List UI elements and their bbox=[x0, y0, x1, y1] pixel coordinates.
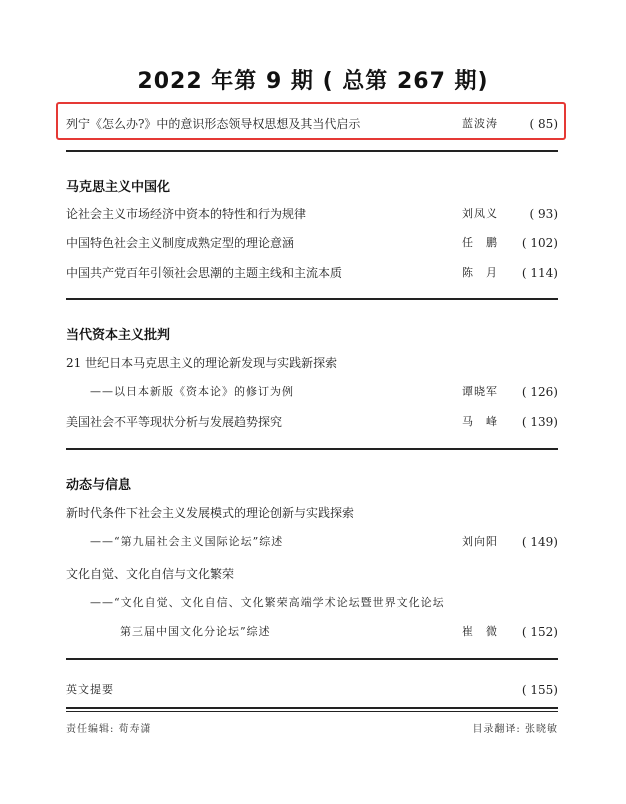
article-page: ( 126) bbox=[521, 385, 558, 399]
english-abstract-row[interactable] bbox=[66, 680, 558, 700]
article-title: 列宁《怎么办?》中的意识形态领导权思想及其当代启示 bbox=[66, 117, 361, 131]
article-subtitle-row[interactable] bbox=[66, 622, 558, 642]
translator-credit: 目录翻译: 张晓敏 bbox=[472, 724, 558, 735]
article-page: ( 139) bbox=[521, 415, 558, 429]
divider bbox=[66, 658, 558, 660]
article-subtitle: ——以日本新版《资本论》的修订为例 bbox=[90, 385, 294, 398]
footer-rule-thin bbox=[66, 711, 558, 712]
article-author: 崔 微 bbox=[462, 625, 498, 638]
article-title: 论社会主义市场经济中资本的特性和行为规律 bbox=[66, 207, 307, 221]
article-page: ( 93) bbox=[529, 207, 558, 221]
divider bbox=[66, 150, 558, 152]
article-row[interactable] bbox=[66, 353, 558, 373]
article-author: 蓝波涛 bbox=[462, 117, 498, 130]
english-abstract-page: ( 155) bbox=[521, 683, 558, 697]
article-author: 马 峰 bbox=[462, 415, 498, 428]
article-subtitle: ——“文化自觉、文化自信、文化繁荣高端学术论坛暨世界文化论坛 bbox=[90, 596, 445, 609]
article-title: 美国社会不平等现状分析与发展趋势探究 bbox=[66, 415, 283, 429]
article-subtitle: ——“第九届社会主义国际论坛”综述 bbox=[90, 535, 284, 548]
divider bbox=[66, 298, 558, 300]
article-title: 中国共产党百年引领社会思潮的主题主线和主流本质 bbox=[66, 266, 343, 280]
article-page: ( 102) bbox=[521, 236, 558, 250]
article-row[interactable] bbox=[66, 412, 558, 432]
english-abstract-label: 英文提要 bbox=[66, 683, 114, 696]
section-heading: 马克思主义中国化 bbox=[66, 180, 171, 195]
section-heading: 动态与信息 bbox=[66, 478, 132, 493]
section-heading: 当代资本主义批判 bbox=[66, 328, 171, 343]
article-page: ( 114) bbox=[521, 266, 558, 280]
article-row[interactable] bbox=[66, 503, 558, 523]
article-subtitle-cont: 第三届中国文化分论坛”综述 bbox=[120, 625, 271, 638]
article-author: 刘向阳 bbox=[462, 535, 498, 548]
issue-title: 2022 年第 9 期 ( 总第 267 期) bbox=[137, 69, 489, 94]
lead-article-row[interactable] bbox=[66, 114, 558, 134]
article-title: 中国特色社会主义制度成熟定型的理论意涵 bbox=[66, 236, 295, 250]
article-author: 谭晓军 bbox=[462, 385, 498, 398]
article-author: 任 鹏 bbox=[462, 236, 498, 249]
article-subtitle-row bbox=[66, 593, 558, 613]
article-row[interactable] bbox=[66, 263, 558, 283]
article-title: 21 世纪日本马克思主义的理论新发现与实践新探索 bbox=[66, 356, 338, 370]
article-page: ( 85) bbox=[529, 117, 558, 131]
article-subtitle-row[interactable] bbox=[66, 382, 558, 402]
article-page: ( 149) bbox=[521, 535, 558, 549]
editor-credit: 责任编辑: 荀寿潇 bbox=[66, 724, 152, 735]
article-page: ( 152) bbox=[521, 625, 558, 639]
article-author: 刘凤义 bbox=[462, 207, 498, 220]
article-title: 新时代条件下社会主义发展模式的理论创新与实践探索 bbox=[66, 506, 355, 520]
article-subtitle-row[interactable] bbox=[66, 532, 558, 552]
article-row[interactable] bbox=[66, 564, 558, 584]
article-row[interactable] bbox=[66, 204, 558, 224]
divider bbox=[66, 448, 558, 450]
article-author: 陈 月 bbox=[462, 266, 498, 279]
footer-rule-thick bbox=[66, 707, 558, 709]
article-title: 文化自觉、文化自信与文化繁荣 bbox=[66, 567, 235, 581]
article-row[interactable] bbox=[66, 233, 558, 253]
